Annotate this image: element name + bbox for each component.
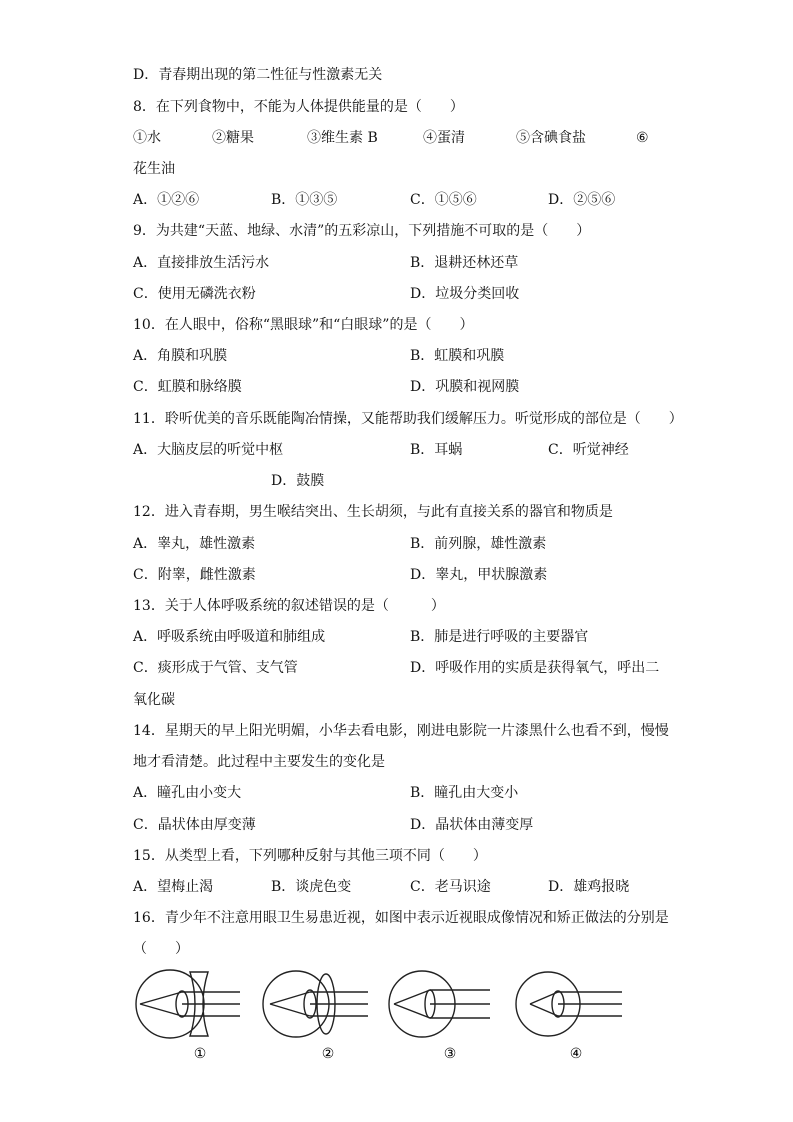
q10-stem: 10．在人眼中，俗称“黑眼球”和“白眼球”的是（ ） — [133, 317, 474, 333]
q11-option-b: B．耳蜗 — [410, 442, 463, 458]
q12-option-d: D．睾丸，甲状腺激素 — [410, 567, 548, 583]
q8-item-6-cont: 花生油 — [133, 161, 175, 177]
q15-stem: 15．从类型上看，下列哪种反射与其他三项不同（ ） — [133, 848, 487, 864]
q10-option-b: B．虹膜和巩膜 — [410, 348, 505, 364]
q13-option-c: C．痰形成于气管、支气管 — [133, 660, 298, 676]
q14-option-c: C．晶状体由厚变薄 — [133, 817, 256, 833]
q8-item-5: ⑤含碘食盐 — [516, 130, 586, 146]
q8-item-4: ④蛋清 — [423, 130, 465, 146]
q12-option-a: A．睾丸，雄性激素 — [133, 536, 256, 552]
q8-option-a: A．①②⑥ — [133, 192, 200, 208]
eye-diagram-3 — [389, 971, 490, 1037]
q8-item-2: ②糖果 — [212, 130, 254, 146]
eye-label-2: ② — [321, 1046, 335, 1062]
q15-option-d: D．雄鸡报晓 — [548, 879, 630, 895]
q14-stem: 14．星期天的早上阳光明媚，小华去看电影，刚进电影院一片漆黑什么也看不到，慢慢 — [133, 723, 669, 739]
q9-option-a: A．直接排放生活污水 — [133, 255, 270, 271]
q16-stem-cont: （ ） — [133, 941, 189, 957]
q9-option-b: B．退耕还林还草 — [410, 255, 519, 271]
eye-label-3: ③ — [443, 1046, 457, 1062]
q10-option-d: D．巩膜和视网膜 — [410, 379, 520, 395]
q9-option-c: C．使用无磷洗衣粉 — [133, 286, 256, 302]
q14-option-b: B．瞳孔由大变小 — [410, 785, 519, 801]
q11-option-a: A．大脑皮层的听觉中枢 — [133, 442, 284, 458]
eye-label-4: ④ — [569, 1046, 583, 1062]
q12-option-c: C．附睾，雌性激素 — [133, 567, 256, 583]
q8-item-1: ①水 — [133, 130, 161, 146]
q14-option-a: A．瞳孔由小变大 — [133, 785, 242, 801]
q13-stem: 13．关于人体呼吸系统的叙述错误的是（ ） — [133, 598, 445, 614]
q12-stem: 12．进入青春期，男生喉结突出、生长胡须，与此有直接关系的器官和物质是 — [133, 504, 613, 520]
q15-option-a: A．望梅止渴 — [133, 879, 214, 895]
eye-diagram-1 — [136, 970, 240, 1038]
eye-diagrams-figure — [130, 968, 650, 1063]
q9-stem: 9．为共建“天蓝、地绿、水清”的五彩凉山，下列措施不可取的是（ ） — [133, 223, 591, 239]
q12-option-b: B．前列腺，雄性激素 — [410, 536, 547, 552]
q15-option-b: B．谈虎色变 — [271, 879, 352, 895]
q8-stem: 8．在下列食物中，不能为人体提供能量的是（ ） — [133, 99, 464, 115]
q11-stem: 11．聆听优美的音乐既能陶冶情操，又能帮助我们缓解压力。听觉形成的部位是（ ） — [133, 411, 683, 427]
q14-option-d: D．晶状体由薄变厚 — [410, 817, 534, 833]
eye-label-1: ① — [193, 1046, 207, 1062]
q13-option-d-cont: 氧化碳 — [133, 692, 175, 708]
q16-stem: 16．青少年不注意用眼卫生易患近视，如图中表示近视眼成像情况和矫正做法的分别是 — [133, 910, 669, 926]
q10-option-c: C．虹膜和脉络膜 — [133, 379, 242, 395]
eye-diagram-4 — [516, 972, 622, 1036]
q15-option-c: C．老马识途 — [410, 879, 491, 895]
q8-option-b: B．①③⑤ — [271, 192, 338, 208]
q13-option-a: A．呼吸系统由呼吸道和肺组成 — [133, 629, 326, 645]
q10-option-a: A．角膜和巩膜 — [133, 348, 228, 364]
q7-option-d: D．青春期出现的第二性征与性激素无关 — [133, 67, 383, 83]
q14-stem-cont: 地才看清楚。此过程中主要发生的变化是 — [133, 754, 385, 770]
q9-option-d: D．垃圾分类回收 — [410, 286, 520, 302]
q8-item-6: ⑥ — [636, 130, 649, 146]
q11-option-d: D．鼓膜 — [271, 473, 325, 489]
q8-option-d: D．②⑤⑥ — [548, 192, 616, 208]
q8-item-3: ③维生素 B — [307, 130, 378, 146]
eye-diagram-2 — [263, 971, 368, 1037]
q13-option-d: D．呼吸作用的实质是获得氧气，呼出二 — [410, 660, 660, 676]
q8-option-c: C．①⑤⑥ — [410, 192, 477, 208]
q13-option-b: B．肺是进行呼吸的主要器官 — [410, 629, 589, 645]
q11-option-c: C．听觉神经 — [548, 442, 629, 458]
